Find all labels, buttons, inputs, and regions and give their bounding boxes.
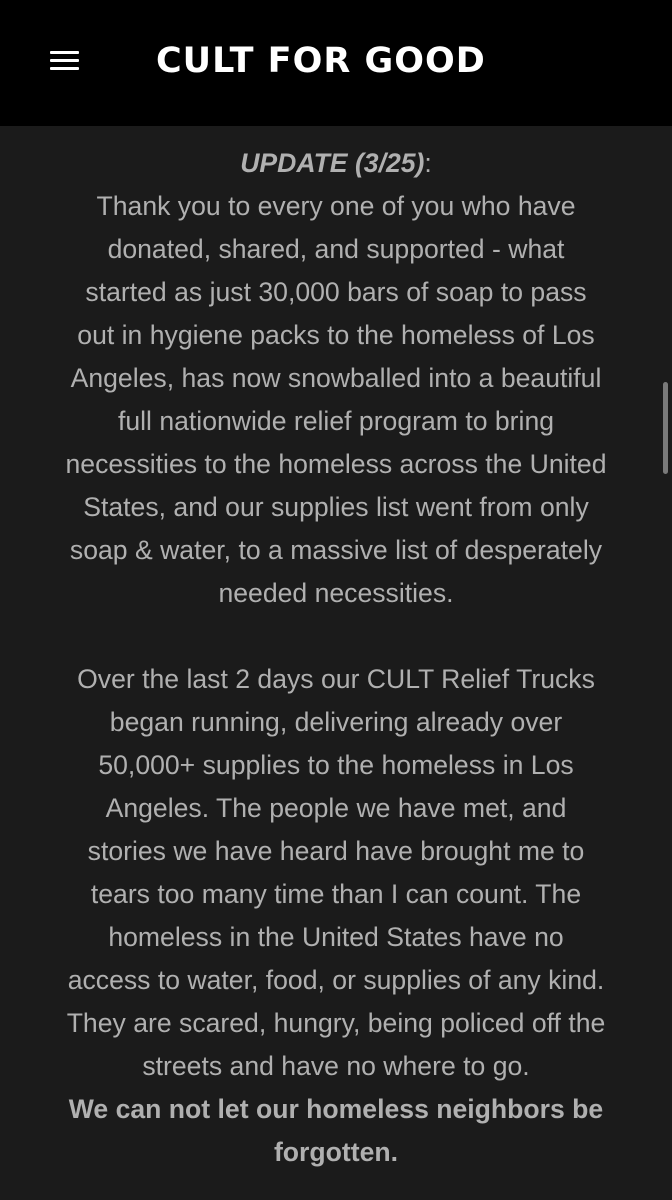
text-line: streets and have no where to go. bbox=[142, 1051, 530, 1081]
update-suffix: : bbox=[424, 148, 432, 178]
text-line: started as just 30,000 bars of soap to pass bbox=[85, 277, 587, 307]
text-line: 50,000+ supplies to the homeless in Los bbox=[98, 750, 574, 780]
menu-icon-bar bbox=[50, 59, 79, 62]
text-line: They are scared, hungry, being policed off the bbox=[66, 1008, 606, 1038]
site-header bbox=[0, 0, 672, 126]
text-line: Over the last 2 days our CULT Relief Trucks bbox=[77, 664, 595, 694]
text-line: Thank you to every one of you who have bbox=[96, 191, 576, 221]
text-line: We can not let our homeless neighbors be bbox=[68, 1094, 604, 1124]
text-line: stories we have heard have brought me to bbox=[87, 836, 585, 866]
site-title[interactable]: CULT FOR GOOD bbox=[156, 41, 486, 81]
text-line: forgotten. bbox=[273, 1137, 399, 1167]
text-line: homeless in the United States have no bbox=[108, 922, 564, 952]
text-line: soap & water, to a massive list of desperately bbox=[69, 535, 603, 565]
text-line: Angeles. The people we have met, and bbox=[105, 793, 567, 823]
article-body bbox=[36, 142, 636, 1174]
text-line: full nationwide relief program to bring bbox=[117, 406, 555, 436]
text-line: needed necessities. bbox=[218, 578, 454, 608]
paragraph-2 bbox=[36, 658, 636, 1088]
hamburger-menu-icon[interactable] bbox=[44, 44, 84, 78]
closing-statement bbox=[36, 1088, 636, 1174]
text-line: Angeles, has now snowballed into a beautiful bbox=[70, 363, 602, 393]
text-line: began running, delivering already over bbox=[109, 707, 563, 737]
text-line: out in hygiene packs to the homeless of Los bbox=[77, 320, 595, 350]
text-line: access to water, food, or supplies of any kind. bbox=[67, 965, 605, 995]
text-line: donated, shared, and supported - what bbox=[107, 234, 565, 264]
paragraph-spacer bbox=[36, 615, 636, 658]
text-line: States, and our supplies list went from only bbox=[83, 492, 589, 522]
text-line: tears too many time than I can count. The bbox=[90, 879, 582, 909]
update-heading bbox=[36, 142, 636, 185]
update-label: UPDATE (3/25) bbox=[240, 148, 425, 178]
menu-icon-bar bbox=[50, 67, 79, 70]
page-scrollbar[interactable] bbox=[663, 382, 668, 474]
text-line: necessities to the homeless across the United bbox=[65, 449, 607, 479]
menu-icon-bar bbox=[50, 51, 79, 54]
paragraph-1 bbox=[36, 185, 636, 615]
